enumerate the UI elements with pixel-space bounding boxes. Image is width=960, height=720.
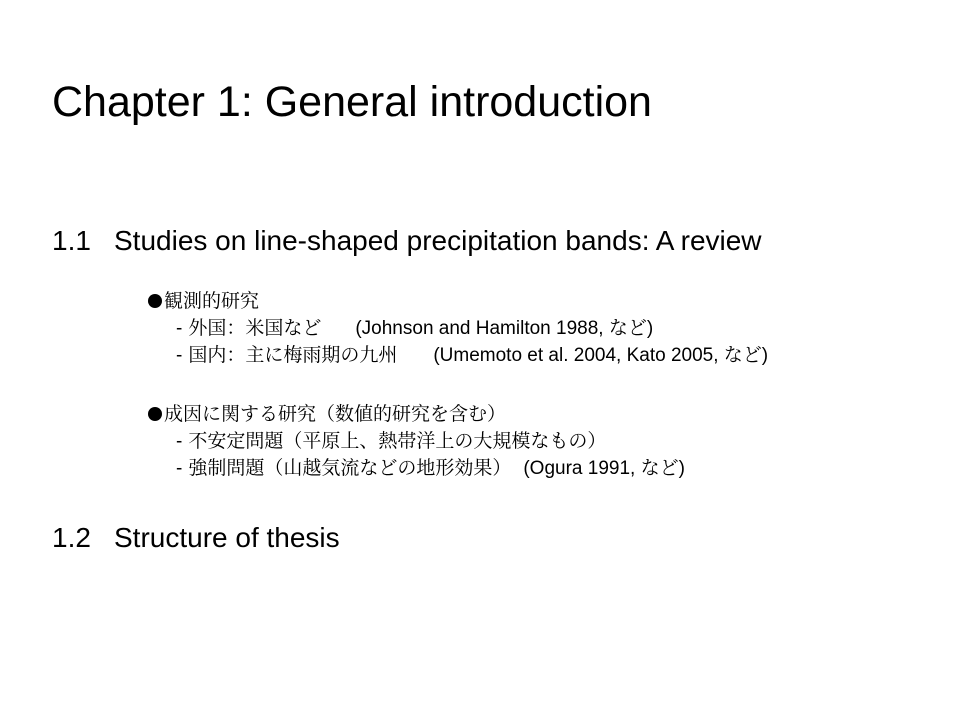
- list-item: [148, 428, 685, 455]
- section-text: Studies on line-shaped precipitation bands: A review: [114, 225, 762, 256]
- slide-title: Chapter 1: General introduction: [52, 78, 652, 126]
- item-text: 国内：主に梅雨期の九州: [188, 345, 398, 366]
- section-number: 1.1: [52, 225, 91, 256]
- item-text: 強制問題（山越気流などの地形効果）: [188, 458, 512, 479]
- section-number: 1.2: [52, 522, 91, 553]
- section-1-1: [52, 224, 762, 258]
- dash-icon: -: [176, 431, 183, 452]
- observational-studies-group: [148, 288, 768, 369]
- section-text: Structure of thesis: [114, 522, 340, 553]
- section-1-2: [52, 521, 340, 555]
- item-reference: (Umemoto et al. 2004, Kato 2005, など): [433, 345, 769, 366]
- bullet-icon: [148, 407, 162, 421]
- group-heading-text: 観測的研究: [164, 291, 260, 312]
- item-reference: (Johnson and Hamilton 1988, など): [355, 318, 654, 339]
- item-text: 不安定問題（平原上、熱帯洋上の大規模なもの）: [188, 431, 607, 452]
- item-text: 外国：米国など: [188, 318, 322, 339]
- dash-icon: -: [176, 458, 183, 479]
- dash-icon: -: [176, 318, 183, 339]
- mechanism-studies-group: [148, 401, 685, 482]
- bullet-icon: [148, 294, 162, 308]
- list-item: [148, 315, 768, 342]
- dash-icon: -: [176, 345, 183, 366]
- group-heading-text: 成因に関する研究（数値的研究を含む）: [164, 404, 507, 425]
- list-item: [148, 455, 685, 482]
- group-heading: [148, 288, 768, 315]
- list-item: [148, 342, 768, 369]
- item-reference: (Ogura 1991, など): [523, 458, 685, 479]
- group-heading: [148, 401, 685, 428]
